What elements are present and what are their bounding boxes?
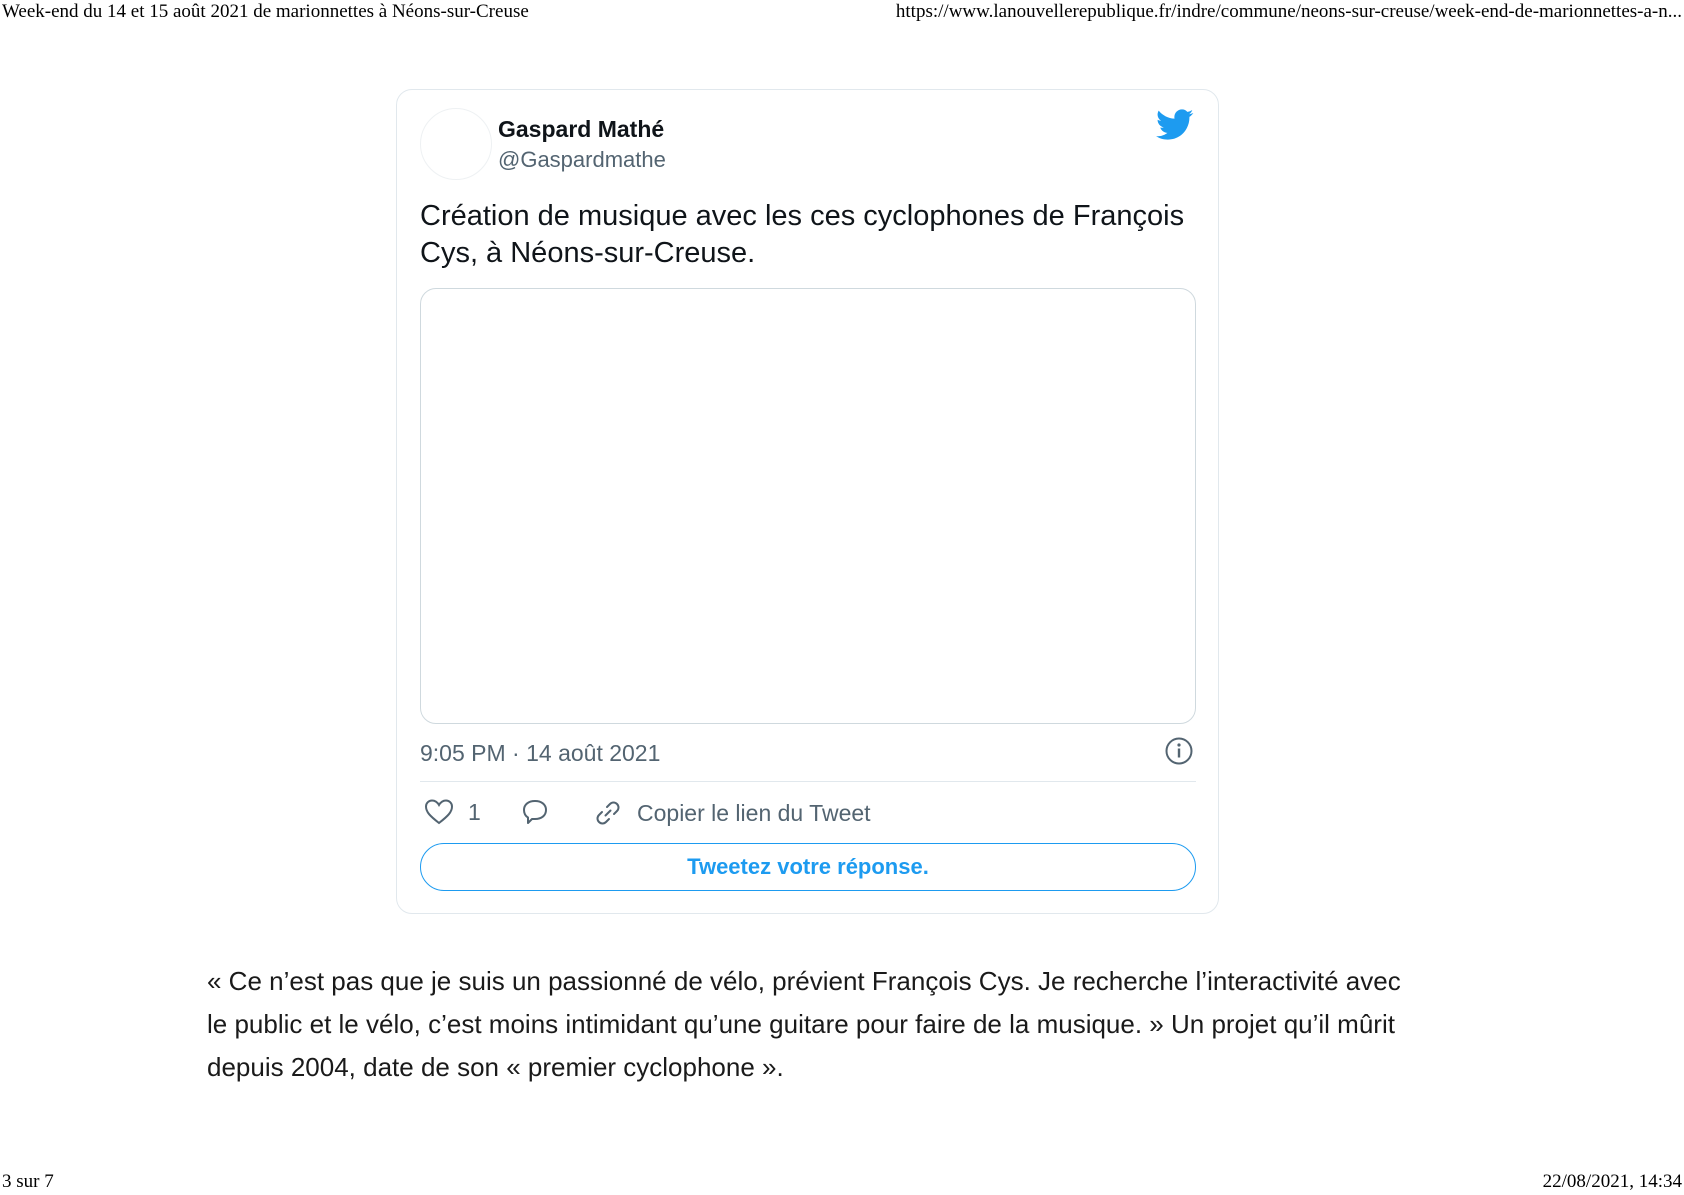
print-header-url[interactable]: https://www.lanouvellerepublique.fr/indre/commune/neons-sur-creuse/week-end-de-marionnettes-a-n... (895, 1, 1682, 22)
link-icon (593, 798, 623, 828)
tweet-divider (420, 781, 1196, 782)
like-count: 1 (468, 798, 481, 825)
twitter-bird-icon[interactable] (1156, 108, 1194, 142)
info-icon[interactable] (1164, 736, 1194, 766)
tweet-author-handle[interactable]: @Gaspardmathe (498, 147, 666, 172)
embedded-tweet-card (396, 89, 1219, 914)
tweet-author-name[interactable]: Gaspard Mathé (498, 116, 665, 142)
tweet-media[interactable] (420, 288, 1196, 724)
copy-link-button[interactable] (593, 798, 871, 828)
print-footer (0, 1171, 1684, 1195)
like-button[interactable] (424, 798, 481, 826)
article-paragraph: « Ce n’est pas que je suis un passionné de vélo, prévient François Cys. Je recherche l’interactivité avec le public et le vélo, c’est moins intimidant qu’une guitare pour faire de la musique. » Un projet qu’il mûrit depuis 2004, date de son « premier cyclophone ». (207, 966, 1401, 1082)
tweet-your-reply-button[interactable]: Tweetez votre réponse. (420, 843, 1196, 891)
reply-button[interactable] (520, 798, 550, 831)
tweet-text: Création de musique avec les ces cyclophones de François Cys, à Néons-sur-Creuse. (420, 200, 1185, 269)
print-header (0, 1, 1684, 25)
reply-bubble-icon (520, 798, 550, 826)
heart-icon (424, 798, 454, 826)
print-footer-page: 3 sur 7 (2, 1171, 54, 1192)
print-header-title: Week-end du 14 et 15 août 2021 de marionnettes à Néons-sur-Creuse (2, 1, 529, 22)
avatar[interactable] (420, 108, 492, 180)
copy-link-label: Copier le lien du Tweet (637, 799, 871, 826)
print-footer-datetime: 22/08/2021, 14:34 (1542, 1171, 1682, 1192)
tweet-timestamp[interactable]: 9:05 PM · 14 août 2021 (420, 740, 661, 766)
